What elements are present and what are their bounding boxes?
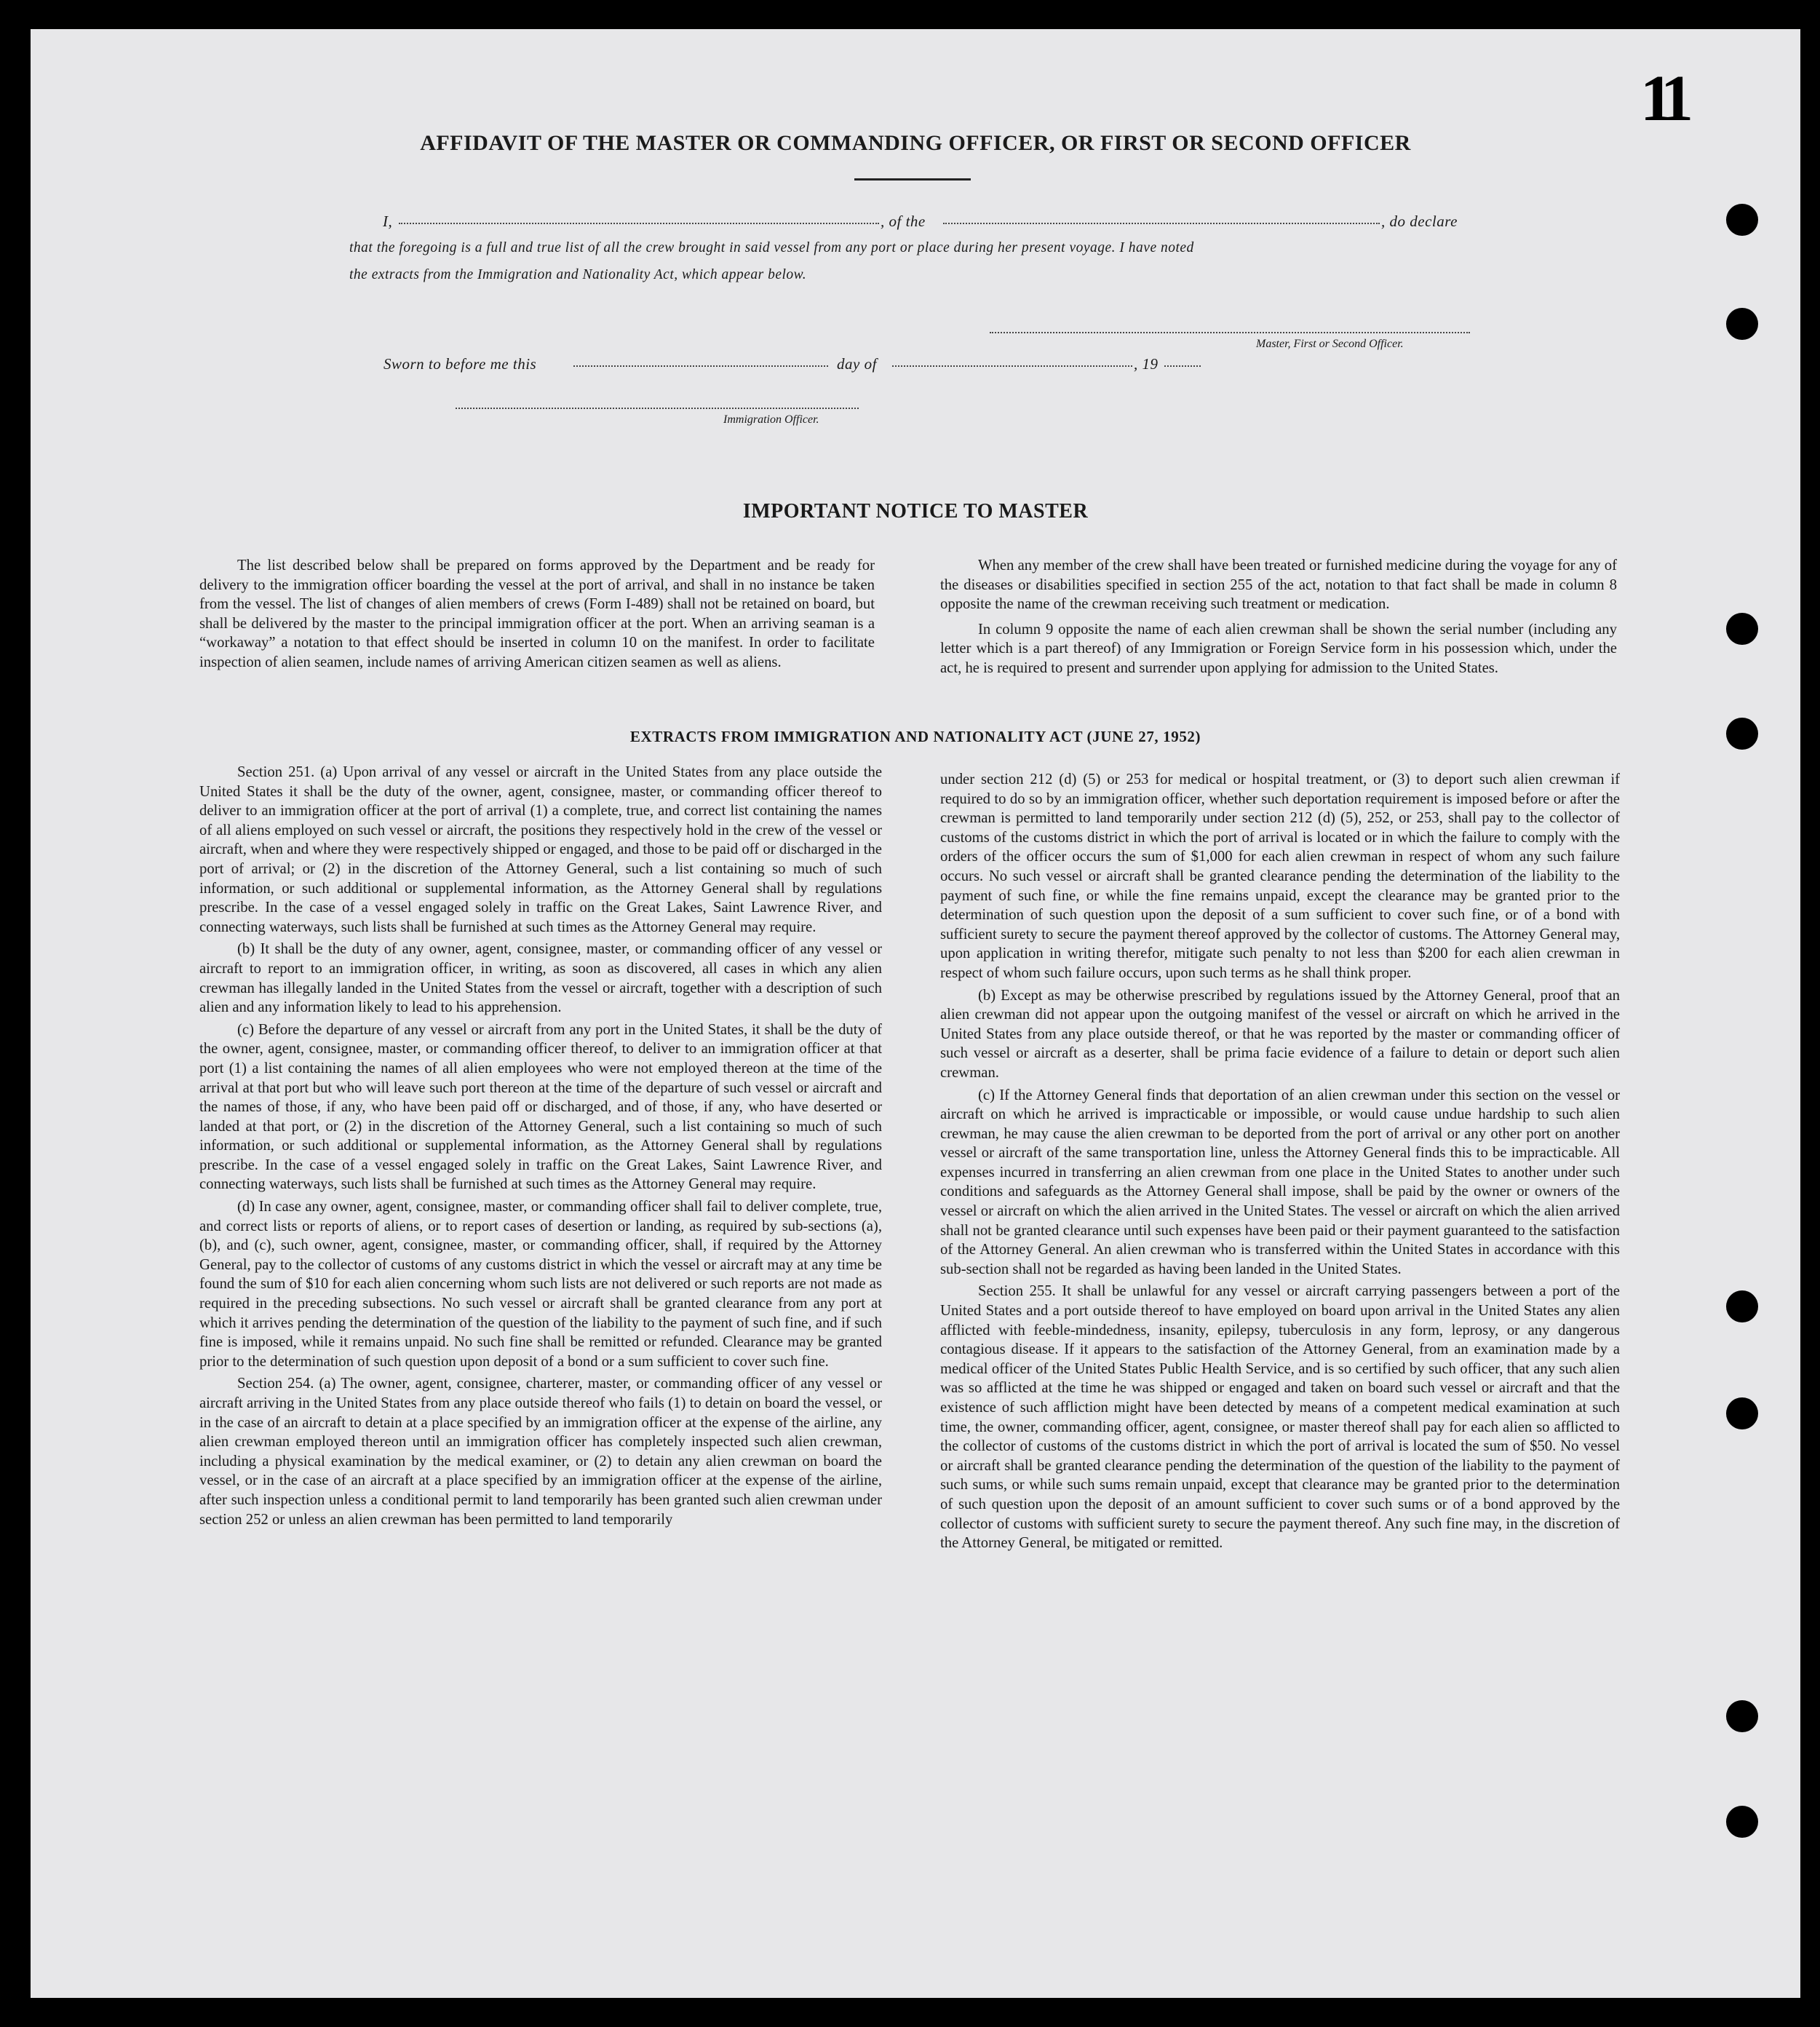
notice-left-paragraph: The list described below shall be prepared on forms approved by the Department and be ready for delivery to the immigration officer boarding the vessel at the port of arrival, and shall in no instance be taken from the vessel. The list of changes of alien members of crews (Form I-489) shall not be retained on board, but shall be delivered by the master to the principal immigration officer at the port. When an arriving seaman is a “workaway” a notation to that effect should be inserted in column 10 on the manifest. In order to facilitate inspection of alien seamen, include names of arriving American citizen seamen as well as aliens.: [199, 558, 875, 670]
year-label: , 19: [1134, 355, 1159, 373]
binder-hole: [1726, 1290, 1758, 1322]
affidavit-line-2: that the foregoing is a full and true list of all the crew brought in said vessel from any port or place during her present voyage. I have noted: [349, 240, 1194, 255]
binder-hole: [1726, 308, 1758, 340]
binder-hole: [1726, 1397, 1758, 1429]
name-field[interactable]: [399, 223, 879, 224]
sworn-year-field[interactable]: [1164, 365, 1201, 367]
page-number: 11: [1640, 63, 1685, 135]
extracts-left-column: [199, 763, 882, 1532]
section-254-b: (b) Except as may be otherwise prescribed by regulations issued by the Attorney General, proof that an alien crewman did not appear upon the outgoing manifest of the vessel or aircraft on which he arrived in the United States from any place outside thereof, or that he was reported by the master or commanding officer of such vessel or aircraft as a deserter, shall be prima facie evidence of a failure to detain or deport such alien crewman.: [940, 987, 1620, 1081]
document-page: [31, 29, 1800, 1998]
section-254-a: Section 254. (a) The owner, agent, consignee, charterer, master, or commanding officer of any vessel or aircraft arriving in the United States from any place outside thereof who fails (1) to detain on board the vessel, or in the case of an aircraft to detain at a place specified by an immigration officer at the expense of the airline, any alien crewman employed thereon until an immigration officer has completely inspected such alien crewman, including a physical examination by the medical examiner, or (2) to detain any alien crewman on board the vessel, or in the case of an aircraft at a place specified by an immigration officer at the expense of the airline, after such inspection unless a conditional permit to land temporarily has been granted such alien crewman under section 252 or unless an alien crewman has been permitted to land temporarily: [199, 1376, 882, 1528]
binder-hole: [1726, 204, 1758, 236]
notice-right-paragraph-1: When any member of the crew shall have been treated or furnished medicine during the voyage for any of the diseases or disabilities specified in section 255 of the act, notation to that fact shall be made in column 8 opposite the name of the crewman receiving such treatment or medication.: [940, 558, 1617, 613]
affidavit-label-i: I,: [383, 213, 393, 230]
day-of-label: day of: [837, 355, 877, 373]
section-251-a: Section 251. (a) Upon arrival of any vessel or aircraft in the United States from any place outside the United States it shall be the duty of the owner, agent, consignee, master, or commanding officer thereof to deliver to an immigration officer at the port of arrival (1) a complete, true, and correct list containing the names of all aliens employed on such vessel or aircraft, the positions they respectively hold in the crew of the vessel or aircraft, when and where they were respectively shipped or engaged, and those to be paid off or discharged in the port of arrival; or (2) in the discretion of the Attorney General, such a list containing so much of such information, or such additional or supplemental information, as the Attorney General shall by regulations prescribe. In the case of a vessel engaged solely in traffic on the Great Lakes, Saint Lawrence River, and connecting waterways, such lists shall be furnished at such times as the Attorney General may require.: [199, 764, 882, 935]
affidavit-label-of-the: , of the: [881, 213, 926, 230]
notice-right-paragraph-2: In column 9 opposite the name of each alien crewman shall be shown the serial number (including any letter which is a part thereof) of any Immigration or Foreign Service form in his possession which, under the act, he is required to present and surrender upon applying for admission to the United States.: [940, 621, 1617, 676]
vessel-field[interactable]: [943, 223, 1380, 224]
section-251-c: (c) Before the departure of any vessel or aircraft from any port in the United States, it shall be the duty of the owner, agent, consignee, master, or commanding officer thereof, to deliver to an immigration officer at that port (1) a list containing the names of all alien employees who were not employed thereon at the time of the arrival at that port but who will leave such port thereon at the time of the departure of such vessel or aircraft and the names of those, if any, who have been paid off or discharged, and of those, if any, who have deserted or landed at that port, or (2) in the discretion of the Attorney General, such a list containing so much of such information, or such additional or supplemental information, as the Attorney General shall by regulations prescribe. In the case of a vessel engaged solely in traffic on the Great Lakes, Saint Lawrence River, and connecting waterways, such lists shall be furnished at such times as the Attorney General may require.: [199, 1021, 882, 1193]
binder-hole: [1726, 613, 1758, 645]
section-251-b: (b) It shall be the duty of any owner, agent, consignee, master, or commanding officer of any vessel or aircraft to report to an immigration officer, in writing, as soon as discovered, all cases in which any alien crewman has illegally landed in the United States from the vessel or aircraft, together with a description of such alien and any information likely to lead to his apprehension.: [199, 941, 882, 1016]
affidavit-label-declare: , do declare: [1381, 213, 1458, 230]
master-signature-field[interactable]: [990, 332, 1470, 333]
sworn-label: Sworn to before me this: [384, 355, 537, 373]
extracts-right-column: [940, 770, 1620, 1556]
notice-right-column: [940, 556, 1617, 684]
sworn-month-field[interactable]: [892, 365, 1132, 367]
affidavit-line-3: the extracts from the Immigration and Nationality Act, which appear below.: [349, 267, 807, 282]
affidavit-title: AFFIDAVIT OF THE MASTER OR COMMANDING OFFICER, OR FIRST OR SECOND OFFICER: [420, 131, 1411, 155]
notice-left-column: [199, 556, 875, 678]
section-254-a-continued: under section 212 (d) (5) or 253 for medical or hospital treatment, or (3) to deport such alien crewman if required to do so by an immigration officer, whether such deportation requirement is imposed before or after the crewman is permitted to land temporarily under section 212 (d) (5), 252, or 253, shall pay to the collector of customs of the customs district in which the port of arrival is located or in which the failure to comply with the orders of the officer occurs the sum of $1,000 for each alien crewman in respect of whom any such failure occurs. No such vessel or aircraft shall be granted clearance pending the determination of the liability to the payment of such fine, or while the fine remains unpaid, except the clearance may be granted prior to the determination of such question upon the deposit of a sum sufficient to cover such fine, or of a bond with sufficient surety to secure the payment thereof approved by the collector of customs. The Attorney General may, upon application in writing therefor, mitigate such penalty to not less than $200 for each alien crewman in respect of whom such failure occurs, upon such terms as he shall think proper.: [940, 771, 1620, 981]
officer-caption: Immigration Officer.: [723, 413, 819, 426]
section-254-c: (c) If the Attorney General finds that deportation of an alien crewman under this section on the vessel or aircraft on which he arrived is impracticable or impossible, or would cause undue hardship to such alien crewman, he may cause the alien crewman to be deported from the port of arrival or any other port on another vessel or aircraft of the same transportation line, unless the Attorney General finds this to be impracticable. All expenses incurred in transferring an alien crewman from one place in the United States to another under such conditions and safeguards as the Attorney General shall impose, shall be paid by the owner or owners of the vessel or aircraft on which the alien arrived in the United States. The vessel or aircraft on which the alien arrived shall not be granted clearance until such expenses have been paid or their payment guaranteed to the satisfaction of the Attorney General. An alien crewman who is transferred within the United States in accordance with this sub-section shall not be regarded as having been landed in the United States.: [940, 1087, 1620, 1277]
notice-title: IMPORTANT NOTICE TO MASTER: [742, 500, 1089, 523]
officer-signature-field[interactable]: [456, 408, 859, 409]
sworn-day-field[interactable]: [573, 365, 828, 367]
extracts-title: EXTRACTS FROM IMMIGRATION AND NATIONALITY ACT (JUNE 27, 1952): [629, 728, 1201, 745]
section-255: Section 255. It shall be unlawful for any vessel or aircraft carrying passengers between a port of the United States and a port outside thereof to have employed on board upon arrival in the United States any alien afflicted with feeble-mindedness, insanity, epilepsy, tuberculosis in any form, leprosy, or any dangerous contagious disease. If it appears to the satisfaction of the Attorney General, from an examination made by a medical officer of the United States Public Health Service, and is so certified by such officer, that any such alien was so afflicted at the time he was shipped or engaged and taken on board such vessel or aircraft and that the existence of such affliction might have been detected by means of a competent medical examination at such time, the owner, commanding officer, agent, consignee, or master thereof shall pay for each alien so afflicted to the collector of customs of the customs district in which the port of arrival is located the sum of $50. No vessel or aircraft shall be granted clearance pending the determination of the question of the liability to the payment of such sums, or while such sums remain unpaid, except that clearance may be granted prior to the determination of such question upon the deposit of an amount sufficient to cover such sums or of a bond approved by the collector of customs with sufficient surety to secure the payment thereof. Any such fine may, in the discretion of the Attorney General, be mitigated or remitted.: [940, 1283, 1620, 1552]
title-rule: [854, 178, 971, 181]
binder-hole: [1726, 1700, 1758, 1732]
master-caption: Master, First or Second Officer.: [1256, 338, 1404, 350]
section-251-d: (d) In case any owner, agent, consignee, master, or commanding officer shall fail to deliver complete, true, and correct lists or reports of aliens, or to report cases of desertion or landing, as required by sub-sections (a), (b), and (c), such owner, agent, consignee, master, or commanding officer, shall, if required by the Attorney General, pay to the collector of customs of any customs district in which the vessel or aircraft may at any time be found the sum of $10 for each alien concerning whom such lists are not delivered or such reports are not made as required in the preceding subsections. No such vessel or aircraft shall be granted clearance from any port at which it arrives pending the determination of the question of the liability to the payment of such fine, and if such fine is imposed, while it remains unpaid. No such fine shall be remitted or refunded. Clearance may be granted prior to the determination of such question upon deposit of a bond or a sum sufficient to cover such fine.: [199, 1199, 882, 1370]
binder-hole: [1726, 1806, 1758, 1838]
